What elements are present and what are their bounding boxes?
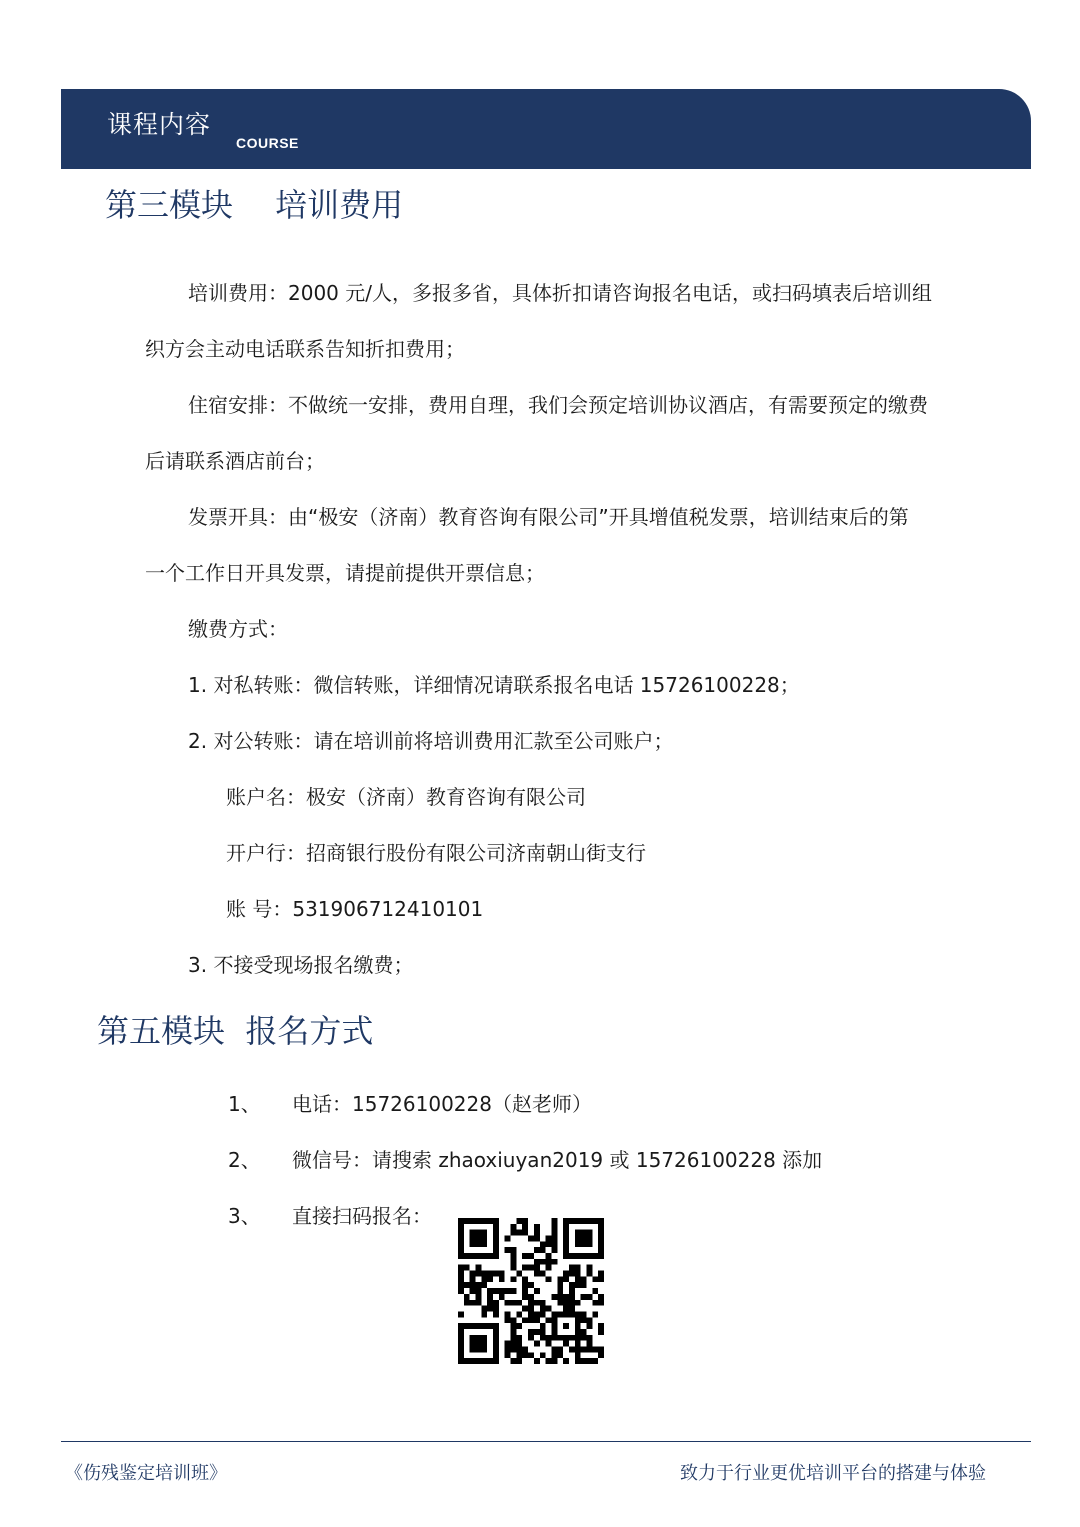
footer-slogan: 致力于行业更优培训平台的搭建与体验 (680, 1463, 986, 1484)
lodging-line-1: 住宿安排：不做统一安排，费用自理，我们会预定培训协议酒店，有需要预定的缴费 (188, 393, 928, 417)
signup-num-2: 2、 (228, 1148, 261, 1172)
fee-line-2: 织方会主动电话联系告知折扣费用； (145, 337, 465, 361)
module5-title: 第五模块 报名方式 (97, 1012, 374, 1050)
payment-heading: 缴费方式： (188, 617, 288, 641)
module3-title: 第三模块 培训费用 (105, 186, 404, 224)
invoice-line-2: 一个工作日开具发票，请提前提供开票信息； (145, 561, 545, 585)
header-band (61, 89, 1031, 169)
lodging-line-2: 后请联系酒店前台； (145, 449, 325, 473)
footer-divider (61, 1441, 1031, 1442)
payment-item-2: 2. 对公转账：请在培训前将培训费用汇款至公司账户； (188, 729, 674, 753)
payment-item-3: 3. 不接受现场报名缴费； (188, 953, 414, 977)
signup-num-3: 3、 (228, 1204, 261, 1228)
fee-line-1: 培训费用：2000 元/人，多报多省，具体折扣请咨询报名电话，或扫码填表后培训组 (188, 281, 932, 305)
signup-phone: 电话：15726100228（赵老师） (292, 1092, 592, 1116)
signup-wechat: 微信号：请搜索 zhaoxiuyan2019 或 15726100228 添加 (292, 1148, 823, 1172)
header-title: 课程内容 (107, 110, 212, 139)
account-number: 账 号：531906712410101 (226, 897, 484, 921)
account-name: 账户名：极安（济南）教育咨询有限公司 (226, 785, 586, 809)
invoice-line-1: 发票开具：由“极安（济南）教育咨询有限公司”开具增值税发票，培训结束后的第 (188, 505, 909, 529)
signup-num-1: 1、 (228, 1092, 261, 1116)
signup-qr-label: 直接扫码报名： (292, 1204, 432, 1228)
qr-code-icon[interactable] (458, 1218, 604, 1364)
account-bank: 开户行：招商银行股份有限公司济南朝山街支行 (226, 841, 646, 865)
footer-course-name: 《伤残鉴定培训班》 (65, 1463, 227, 1484)
header-subtitle: COURSE (236, 135, 299, 151)
payment-item-1: 1. 对私转账：微信转账，详细情况请联系报名电话 15726100228； (188, 673, 800, 697)
